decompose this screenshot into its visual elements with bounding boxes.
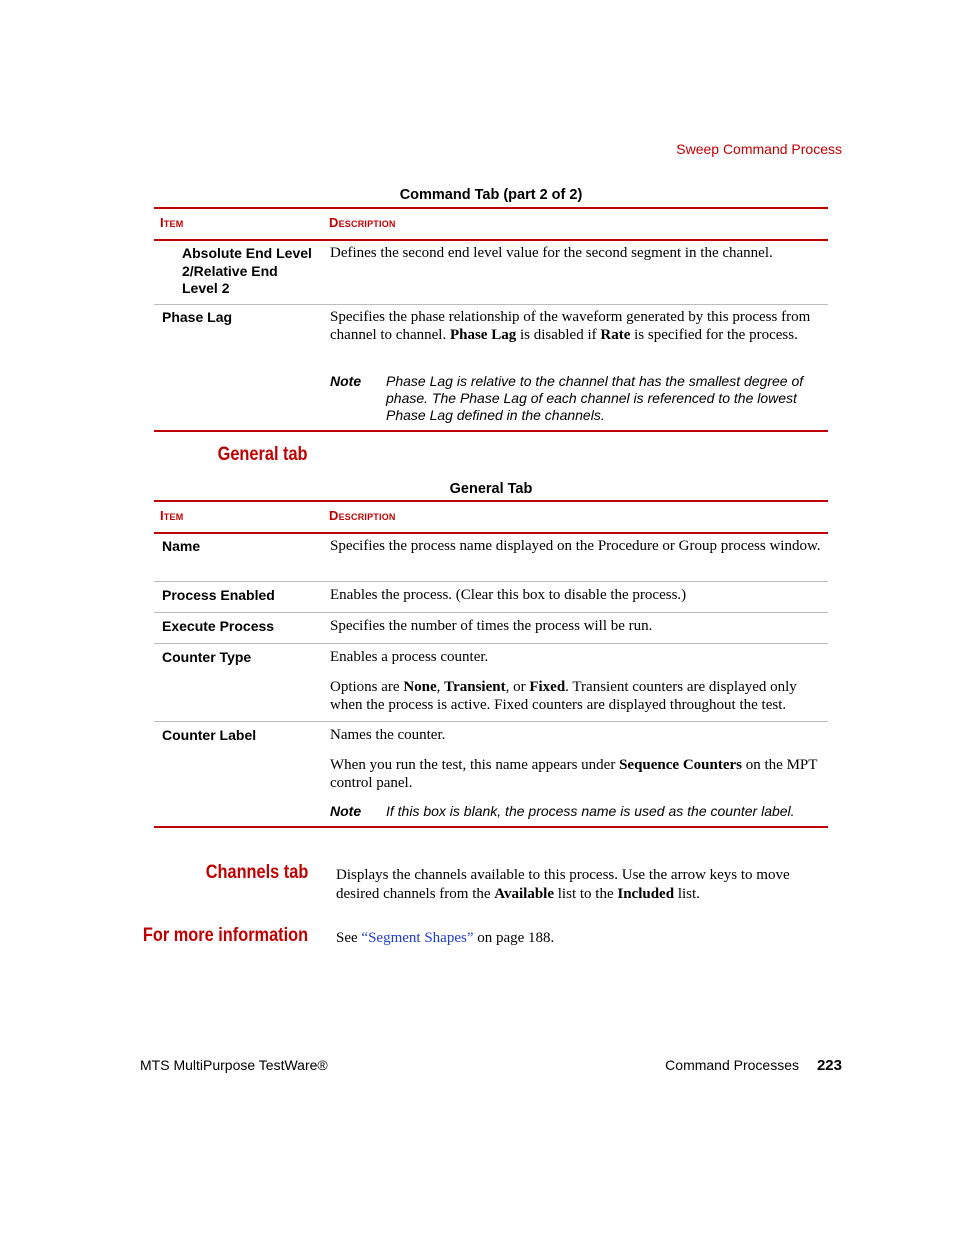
table-row-description: Defines the second end level value for the second segment in the channel.	[330, 245, 773, 261]
table-row-item: Phase Lag	[162, 309, 233, 325]
table-row-item: Execute Process	[162, 618, 275, 634]
column-header-item: Item	[160, 215, 184, 230]
table-top-rule	[154, 207, 828, 209]
table-row-description: Enables the process. (Clear this box to disable the process.)	[330, 587, 687, 603]
note-label: Note	[330, 373, 362, 389]
row-divider	[154, 612, 828, 613]
general-tab-heading: General tab	[218, 444, 308, 465]
note-label: Note	[330, 803, 362, 819]
row-divider	[154, 643, 828, 644]
more-info-text: See “Segment Shapes” on page 188.	[336, 930, 555, 946]
column-header-description: Description	[329, 215, 396, 230]
command-table-title: Command Tab (part 2 of 2)	[399, 187, 583, 203]
table-bottom-rule	[154, 430, 828, 432]
table-row-description: Specifies the process name displayed on the Procedure or Group process window.	[330, 538, 821, 554]
row-divider	[154, 304, 828, 305]
segment-shapes-link[interactable]: “Segment Shapes”	[361, 930, 474, 946]
note-text: If this box is blank, the process name is used as the counter label.	[386, 803, 795, 819]
table-bottom-rule	[154, 826, 828, 828]
table-row-description: When you run the test, this name appears under Sequence Counters on the MPT control panel.	[330, 757, 818, 791]
table-row-item: Counter Label	[162, 727, 257, 743]
table-row-description: Names the counter.	[330, 727, 446, 743]
row-divider	[154, 721, 828, 722]
column-header-description: Description	[329, 508, 396, 523]
table-row-item: Counter Type	[162, 649, 252, 665]
table-row-item: Name	[162, 538, 201, 554]
table-row-description: Specifies the number of times the process will be run.	[330, 618, 653, 634]
table-row-description: Options are None, Transient, or Fixed. Transient counters are displayed only when the process is active. Fixed counters are displayed throughout the test.	[330, 679, 797, 713]
page-number: 223	[816, 1057, 842, 1074]
channels-tab-text: Displays the channels available to this process. Use the arrow keys to move desired channels from the Available list to the Included list.	[336, 867, 790, 902]
note-text: Phase Lag is relative to the channel that has the smallest degree of phase. The Phase Lag of each channel is referenced to the lowest Phase Lag defined in the channels.	[386, 373, 804, 423]
table-row-description: Specifies the phase relationship of the waveform generated by this process from channel to channel. Phase Lag is disabled if Rate is specified for the process.	[330, 309, 811, 343]
footer-section-name: Command Processes	[665, 1057, 799, 1073]
table-row-item: Absolute End Level 2/Relative End Level 2	[182, 245, 312, 296]
channels-tab-heading: Channels tab	[205, 862, 308, 883]
header-bottom-rule	[154, 239, 828, 241]
more-info-heading: For more information	[142, 925, 308, 946]
general-table-title: General Tab	[449, 481, 533, 497]
table-row-description: Enables a process counter.	[330, 649, 489, 665]
column-header-item: Item	[160, 508, 184, 523]
row-divider	[154, 581, 828, 582]
footer-product-name: MTS MultiPurpose TestWare®	[140, 1057, 328, 1073]
header-bottom-rule	[154, 532, 828, 534]
table-row-item: Process Enabled	[162, 587, 275, 603]
running-head: Sweep Command Process	[676, 141, 842, 157]
table-top-rule	[154, 500, 828, 502]
